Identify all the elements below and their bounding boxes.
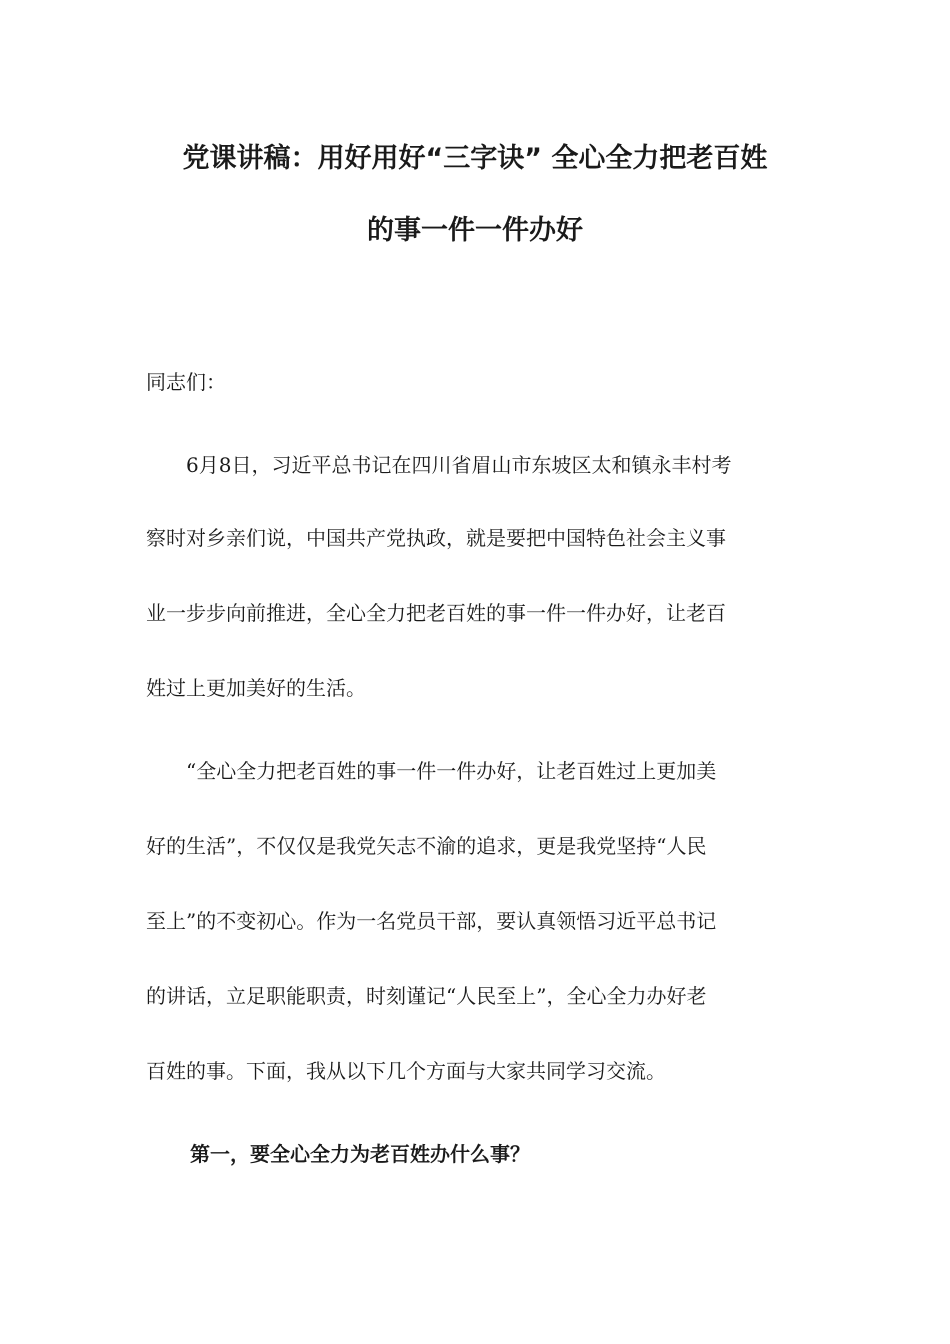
paragraph-1-line-3: 业一步步向前推进，全心全力把老百姓的事一件一件办好，让老百 [146,601,726,625]
paragraph-2-line-5: 百姓的事。下面，我从以下几个方面与大家共同学习交流。 [146,1059,666,1083]
document-title-line-1: 党课讲稿：用好用好“三字诀” 全心全力把老百姓 [182,143,768,174]
paragraph-2-line-1: “全心全力把老百姓的事一件一件办好，让老百姓过上更加美 [186,759,717,783]
section-heading-1: 第一，要全心全力为老百姓办什么事？ [190,1142,530,1166]
paragraph-1-line-2: 察时对乡亲们说，中国共产党执政，就是要把中国特色社会主义事 [146,526,726,550]
paragraph-1-line-4: 姓过上更加美好的生活。 [146,676,366,700]
paragraph-1-line-1: 6月8日，习近平总书记在四川省眉山市东坡区太和镇永丰村考 [186,453,732,477]
paragraph-2-line-2: 好的生活”，不仅仅是我党矢志不渝的追求，更是我党坚持“人民 [146,834,707,858]
document-title-line-2: 的事一件一件办好 [367,215,583,246]
paragraph-2-line-3: 至上”的不变初心。作为一名党员干部，要认真领悟习近平总书记 [146,909,717,933]
paragraph-2-line-4: 的讲话，立足职能职责，时刻谨记“人民至上”，全心全力办好老 [146,984,707,1008]
salutation: 同志们： [146,370,226,394]
